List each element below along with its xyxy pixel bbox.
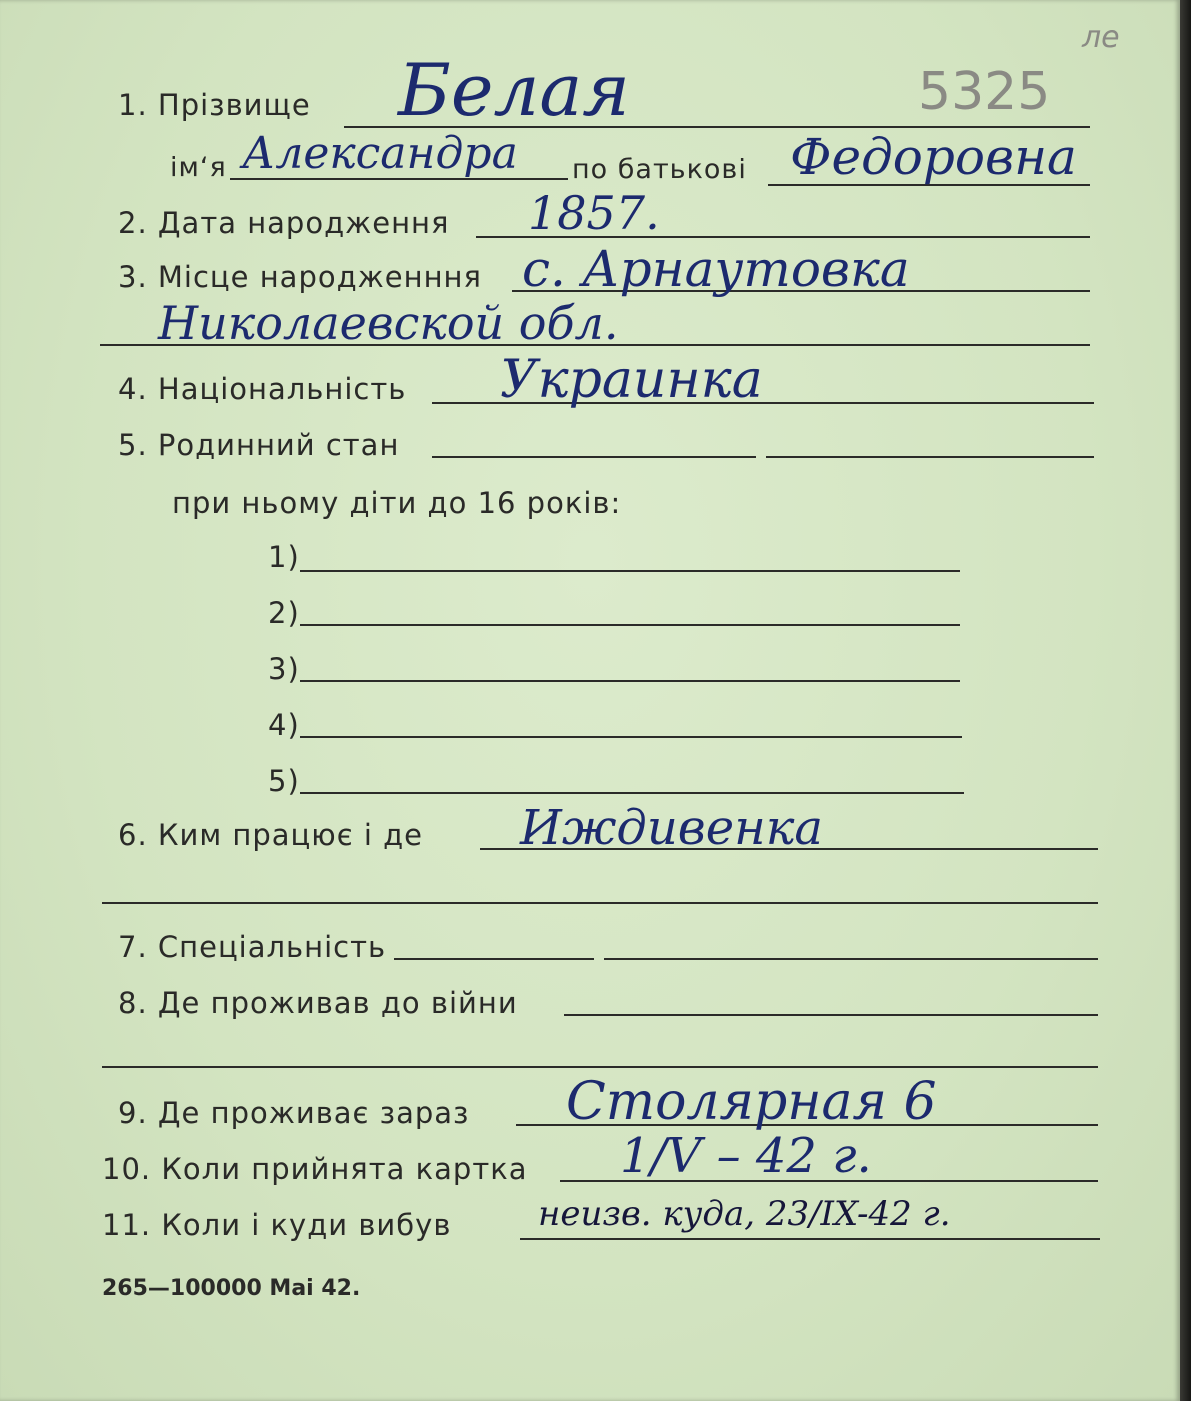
children-header: при ньому діти до 16 років:: [172, 486, 622, 520]
card-accepted-label: 10. Коли прийнята картка: [102, 1152, 528, 1186]
birth-date-value: 1857.: [528, 186, 660, 240]
birth-place-value-1: с. Арнаутовка: [522, 240, 910, 298]
prewar-residence-line-1: [564, 1014, 1098, 1016]
occupation-line-2: [102, 902, 1098, 904]
birth-place-label: 3. Місце народженння: [118, 260, 482, 294]
child-4-line: [300, 736, 962, 738]
child-5-line: [300, 792, 964, 794]
scan-edge: [1180, 0, 1191, 1401]
child-1-line: [300, 570, 960, 572]
specialty-line-b: [604, 958, 1098, 960]
departure-value: неизв. куда, 23/IX-42 г.: [538, 1194, 951, 1234]
occupation-value: Иждивенка: [520, 800, 823, 856]
patronymic-label: по батькові: [572, 154, 747, 185]
nationality-label: 4. Національність: [118, 372, 407, 406]
child-5-label: 5): [268, 764, 300, 798]
prewar-residence-line-2: [102, 1066, 1098, 1068]
child-3-line: [300, 680, 960, 682]
child-2-line: [300, 624, 960, 626]
child-4-label: 4): [268, 708, 300, 742]
card-number: 5325: [918, 62, 1051, 122]
patronymic-value: Федоровна: [790, 128, 1077, 186]
nationality-value: Украинка: [500, 350, 763, 410]
surname-label: 1. Прізвище: [118, 88, 311, 122]
corner-pencil-mark: ле: [1082, 20, 1120, 55]
departure-line: [520, 1238, 1100, 1240]
birth-place-value-2: Николаевской обл.: [158, 296, 619, 350]
current-residence-value: Столярная 6: [566, 1072, 937, 1132]
marital-status-line-a: [432, 456, 756, 458]
surname-value: Белая: [398, 48, 630, 132]
child-2-label: 2): [268, 596, 300, 630]
child-1-label: 1): [268, 540, 300, 574]
marital-status-line-b: [766, 456, 1094, 458]
birth-date-label: 2. Дата народження: [118, 206, 450, 240]
departure-label: 11. Коли і куди вибув: [102, 1208, 452, 1242]
name-label: ім‘я: [170, 152, 227, 183]
card-accepted-value: 1/V – 42 г.: [620, 1128, 872, 1184]
print-imprint: 265—100000 Маі 42.: [102, 1276, 361, 1301]
name-value: Александра: [242, 128, 518, 179]
occupation-label: 6. Ким працює і де: [118, 818, 424, 852]
specialty-label: 7. Спеціальність: [118, 930, 387, 964]
current-residence-label: 9. Де проживає зараз: [118, 1096, 470, 1130]
specialty-line-a: [394, 958, 594, 960]
child-3-label: 3): [268, 652, 300, 686]
marital-status-label: 5. Родинний стан: [118, 428, 400, 462]
prewar-residence-label: 8. Де проживав до війни: [118, 986, 518, 1020]
